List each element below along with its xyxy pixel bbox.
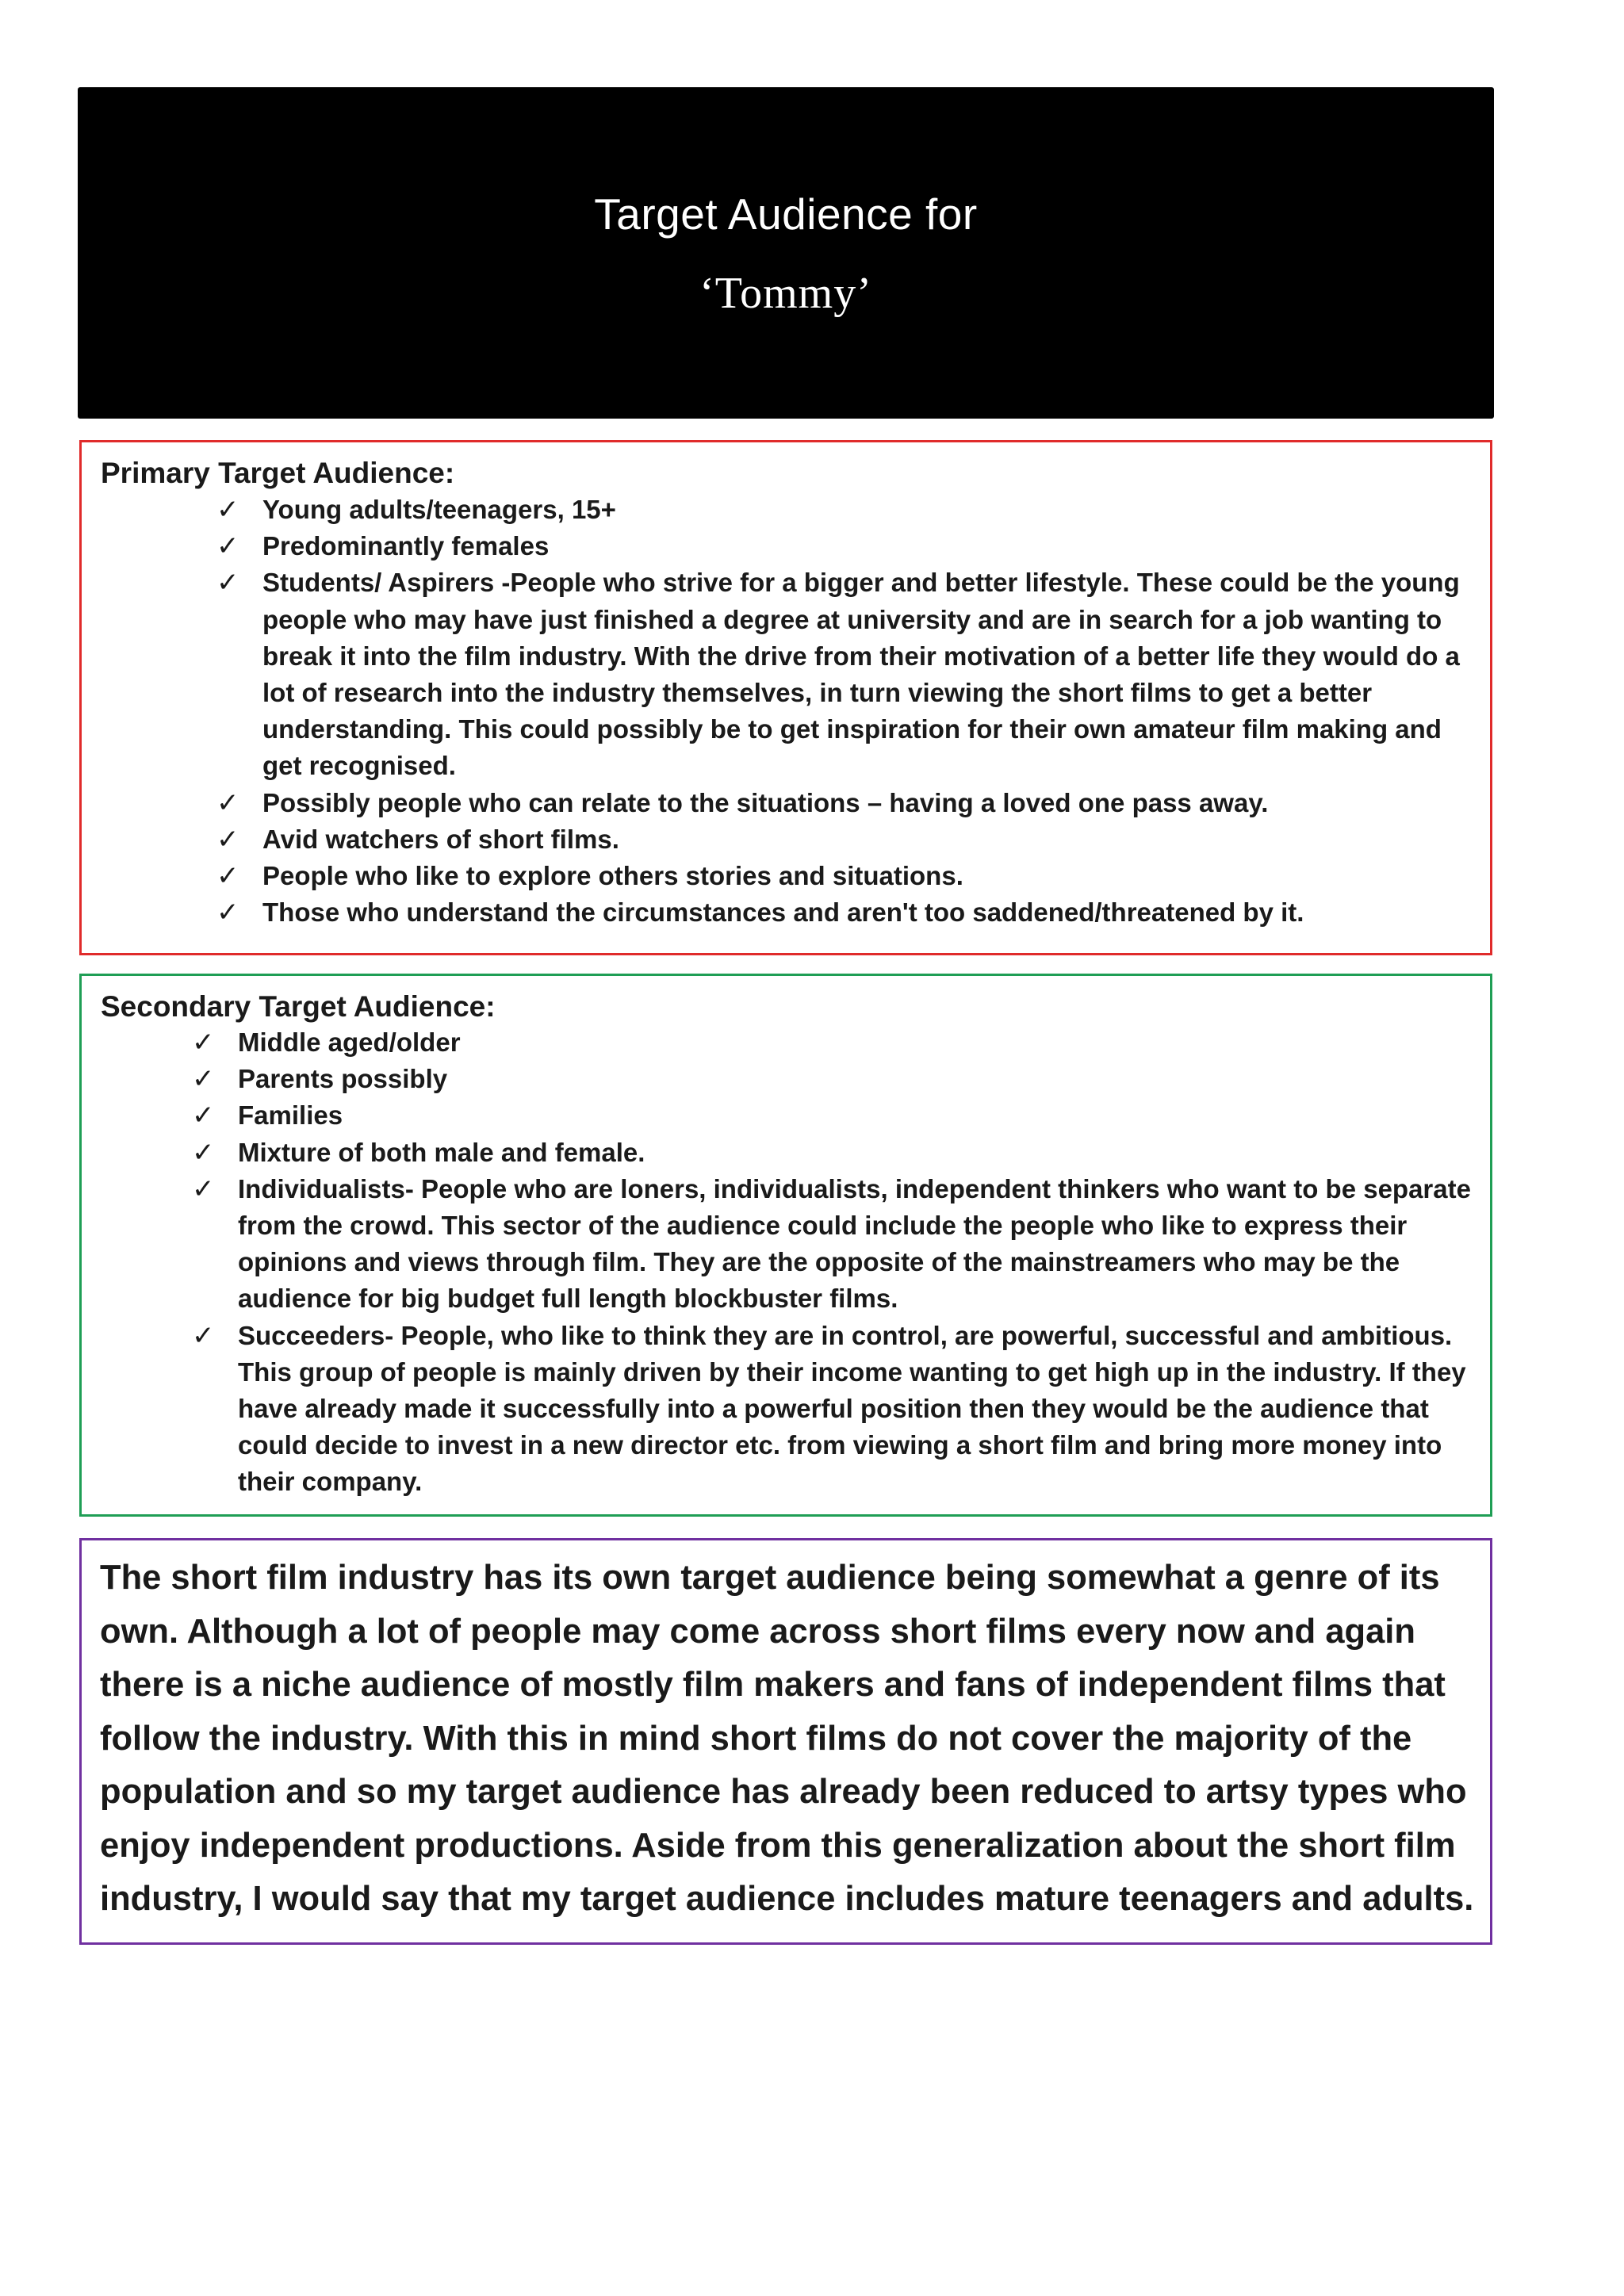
summary-paragraph: The short film industry has its own target audience being somewhat a genre of its own. Although a lot of people may come across short films every now and again there is a niche audience of mostly film makers and fans of independent films that follow the industry. With this in mind short films do not cover the majority of the population and so my target audience has already been reduced to artsy types who enjoy independent productions. Aside from this generalization about the short film industry, I would say that my target audience includes mature teenagers and adults. xyxy=(100,1559,1474,1918)
check-icon: ✓ xyxy=(216,530,239,563)
title-banner xyxy=(78,87,1494,419)
check-icon: ✓ xyxy=(216,860,239,893)
check-icon: ✓ xyxy=(216,494,239,526)
list-item xyxy=(192,1097,1473,1134)
check-icon: ✓ xyxy=(192,1100,215,1132)
list-item xyxy=(216,894,1473,931)
list-item-text: Predominantly females xyxy=(262,531,550,561)
list-item xyxy=(216,858,1473,894)
check-icon: ✓ xyxy=(192,1319,215,1352)
primary-audience-heading: Primary Target Audience: xyxy=(101,457,455,489)
list-item-text: Parents possibly xyxy=(238,1064,448,1094)
list-item xyxy=(192,1024,1473,1061)
list-item-text: Succeeders- People, who like to think they are in control, are powerful, successful and ambitious. This group of people is mainly driven by their income wanting to get high up in the industry. If they have already made it successfully into a powerful position then they would be the audience that could decide to invest in a new director etc. from viewing a short film and bring more money into their company. xyxy=(238,1320,1466,1497)
film-title: ‘Tommy’ xyxy=(699,269,872,318)
list-item-text: Individualists- People who are loners, individualists, independent thinkers who want to be separate from the crowd. This sector of the audience could include the people who like to express their opinions and views through film. They are the opposite of the mainstreamers who may be the audience for big budget full length blockbuster films. xyxy=(238,1173,1471,1314)
list-item-text: Middle aged/older xyxy=(238,1027,461,1057)
check-icon: ✓ xyxy=(216,897,239,929)
page-title: Target Audience for xyxy=(594,189,978,239)
check-icon: ✓ xyxy=(192,1173,215,1205)
list-item xyxy=(192,1171,1473,1318)
list-item-text: Possibly people who can relate to the situations – having a loved one pass away. xyxy=(262,787,1269,817)
check-icon: ✓ xyxy=(216,823,239,855)
list-item xyxy=(216,564,1473,784)
check-icon: ✓ xyxy=(192,1063,215,1096)
primary-audience-section xyxy=(79,440,1492,955)
list-item-text: Those who understand the circumstances and aren't too saddened/threatened by it. xyxy=(262,897,1304,928)
primary-audience-list xyxy=(216,492,1473,931)
list-item xyxy=(192,1061,1473,1097)
check-icon: ✓ xyxy=(192,1136,215,1169)
list-item-text: People who like to explore others stories and situations. xyxy=(262,861,963,891)
list-item-text: Families xyxy=(238,1100,343,1131)
check-icon: ✓ xyxy=(216,786,239,819)
check-icon: ✓ xyxy=(216,567,239,599)
secondary-audience-list xyxy=(192,1024,1473,1501)
list-item xyxy=(192,1318,1473,1501)
list-item xyxy=(216,528,1473,564)
list-item xyxy=(216,785,1473,821)
secondary-audience-section xyxy=(79,974,1492,1517)
list-item-text: Mixture of both male and female. xyxy=(238,1137,645,1167)
list-item xyxy=(192,1135,1473,1171)
list-item-text: Young adults/teenagers, 15+ xyxy=(262,495,616,524)
list-item xyxy=(216,492,1473,528)
list-item-text: Students/ Aspirers -People who strive for a bigger and better lifestyle. These could be the young people who may have just finished a degree at university and are in search for a job wanting to break it into the film industry. With the drive from their motivation of a better life they would do a lot of research into the industry themselves, in turn viewing the short films to get a better understanding. This could possibly be to get inspiration for their own amateur film making and get recognised. xyxy=(262,568,1460,781)
list-item xyxy=(216,821,1473,858)
list-item-text: Avid watchers of short films. xyxy=(262,824,619,854)
secondary-audience-heading: Secondary Target Audience: xyxy=(101,990,496,1023)
check-icon: ✓ xyxy=(192,1027,215,1058)
summary-section xyxy=(79,1538,1492,1945)
